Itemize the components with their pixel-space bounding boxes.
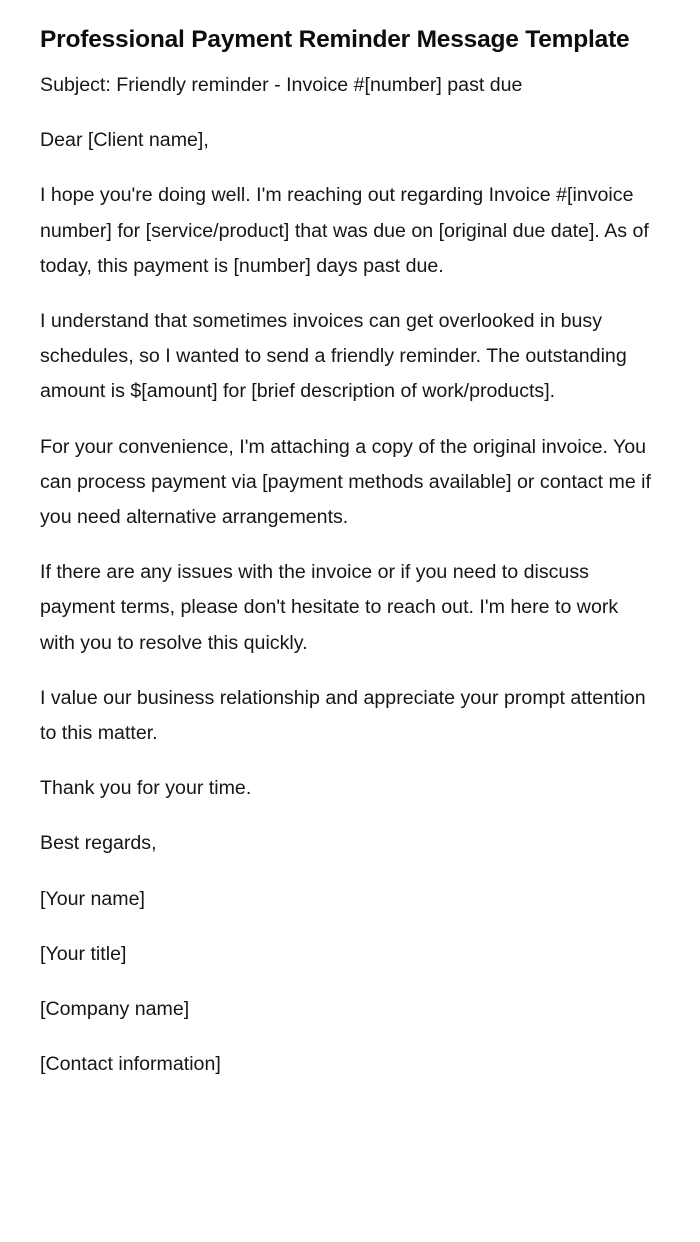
signature-name: [Your name] [40,887,145,910]
greeting: Dear [Client name], [40,129,209,152]
body-paragraph-4: If there are any issues with the invoice or if you need to discuss payment terms, please don't hesitate to reach out. I'm here to work with you to resolve this quickly. [40,561,619,654]
signature-contact: [Contact information] [40,1053,221,1076]
document-title: Professional Payment Reminder Message Template [40,26,630,53]
subject-line: Subject: Friendly reminder - Invoice #[number] past due [40,74,523,96]
document-page [40,18,655,1102]
body-paragraph-5: I value our business relationship and appreciate your prompt attention to this matter. [40,686,646,745]
signature-title: [Your title] [40,942,127,965]
body-paragraph-1: I hope you're doing well. I'm reaching out regarding Invoice #[invoice number] for [service/product] that was due on [original due date]. As of today, this payment is [number] days past due. [40,184,649,277]
signature-company: [Company name] [40,998,190,1021]
body-paragraph-2: I understand that sometimes invoices can get overlooked in busy schedules, so I wanted to send a friendly reminder. The outstanding amount is $[amount] for [brief description of work/products]. [40,310,627,403]
closing: Best regards, [40,832,157,855]
thank-you-line: Thank you for your time. [40,777,252,800]
body-paragraph-3: For your convenience, I'm attaching a copy of the original invoice. You can process payment via [payment methods available] or contact me if you need alternative arrangements. [40,435,651,529]
